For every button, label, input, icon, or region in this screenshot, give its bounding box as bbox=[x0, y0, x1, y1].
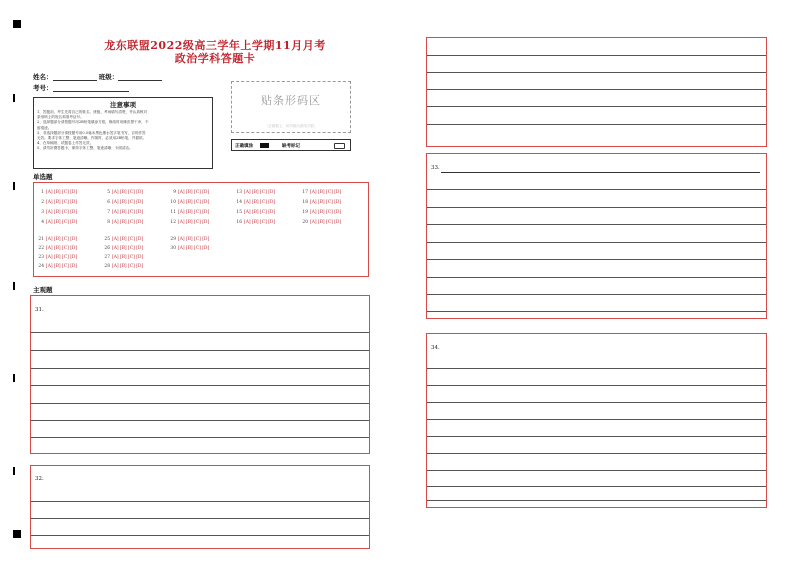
answer-line bbox=[427, 294, 766, 295]
notice-box bbox=[33, 97, 213, 169]
answer-line bbox=[427, 207, 766, 208]
mcq-question[interactable]: 14 [A] [B] [C] [D] bbox=[236, 200, 276, 205]
notice-title: 注意事项 bbox=[110, 101, 136, 109]
answer-line bbox=[427, 385, 766, 386]
mcq-question[interactable]: 27 [A] [B] [C] [D] bbox=[104, 255, 144, 260]
exam-no-row bbox=[33, 83, 129, 92]
answer-line bbox=[427, 486, 766, 487]
answer-line bbox=[427, 89, 766, 90]
answer-line bbox=[427, 106, 766, 107]
mcq-question[interactable]: 22 [A] [B] [C] [D] bbox=[38, 246, 78, 251]
edge-marker bbox=[13, 182, 15, 190]
answer-line bbox=[427, 436, 766, 437]
answer-box-continuation[interactable] bbox=[426, 37, 767, 147]
mcq-question[interactable]: 8 [A] [B] [C] [D] bbox=[107, 220, 144, 225]
answer-line bbox=[427, 259, 766, 260]
exam-no-field[interactable] bbox=[53, 84, 129, 92]
edge-marker bbox=[13, 282, 15, 290]
edge-marker bbox=[13, 374, 15, 382]
mcq-question[interactable]: 28 [A] [B] [C] [D] bbox=[104, 264, 144, 269]
answer-line bbox=[31, 437, 369, 438]
answer-line bbox=[427, 124, 766, 125]
mcq-question[interactable]: 21 [A] [B] [C] [D] bbox=[38, 237, 78, 242]
mcq-question[interactable]: 30 [A] [B] [C] [D] bbox=[170, 246, 210, 251]
mcq-question[interactable]: 26 [A] [B] [C] [D] bbox=[104, 246, 144, 251]
answer-line bbox=[31, 368, 369, 369]
question-number: 33. bbox=[431, 165, 440, 171]
answer-line bbox=[427, 402, 766, 403]
mcq-question[interactable]: 29 [A] [B] [C] [D] bbox=[170, 237, 210, 242]
question-underline bbox=[441, 172, 760, 173]
mcq-question[interactable]: 9 [A] [B] [C] [D] bbox=[173, 190, 210, 195]
mcq-question[interactable]: 15 [A] [B] [C] [D] bbox=[236, 210, 276, 215]
mcq-question[interactable]: 11 [A] [B] [C] [D] bbox=[170, 210, 210, 215]
mcq-question[interactable]: 19 [A] [B] [C] [D] bbox=[302, 210, 342, 215]
fill-legend bbox=[231, 139, 351, 151]
answer-box-34[interactable] bbox=[426, 333, 767, 508]
question-number: 31. bbox=[35, 307, 44, 313]
absent-mark-label: 缺考标记 bbox=[282, 144, 300, 149]
notice-item: 3、非选择题部分请按题号用0.5毫米黑色墨水签字笔书写，否则作答 bbox=[37, 130, 146, 135]
mcq-question[interactable]: 7 [A] [B] [C] [D] bbox=[107, 210, 144, 215]
mcq-question[interactable]: 6 [A] [B] [C] [D] bbox=[107, 200, 144, 205]
answer-box-33[interactable] bbox=[426, 153, 767, 319]
edge-marker bbox=[13, 94, 15, 102]
subjective-section-label: 主观题 bbox=[33, 286, 53, 294]
answer-line bbox=[427, 500, 766, 501]
mcq-question[interactable]: 20 [A] [B] [C] [D] bbox=[302, 220, 342, 225]
class-label: 班级： bbox=[98, 73, 119, 81]
mcq-question[interactable]: 4 [A] [B] [C] [D] bbox=[41, 220, 78, 225]
answer-line bbox=[427, 453, 766, 454]
notice-item: 1、答题前，考生先将自己的姓名、班级、考场填写清楚，并认真核对 bbox=[37, 110, 148, 114]
answer-line bbox=[31, 518, 369, 519]
answer-line bbox=[31, 535, 369, 536]
notice-item: 5、请勿折叠答题卡，保持字体工整、笔迹清晰、卡面清洁。 bbox=[37, 146, 133, 151]
answer-line bbox=[427, 311, 766, 312]
absent-mark-box[interactable] bbox=[334, 143, 345, 149]
name-field[interactable] bbox=[53, 73, 97, 81]
mcq-question[interactable]: 13 [A] [B] [C] [D] bbox=[236, 190, 276, 195]
name-label: 姓名： bbox=[33, 73, 53, 81]
corner-marker-bottom-left bbox=[13, 530, 21, 538]
edge-marker bbox=[13, 467, 15, 475]
mcq-question[interactable]: 17 [A] [B] [C] [D] bbox=[302, 190, 342, 195]
answer-line bbox=[427, 470, 766, 471]
corner-marker-top-left bbox=[13, 20, 21, 28]
exam-no-label: 考号： bbox=[33, 84, 53, 92]
answer-line bbox=[427, 55, 766, 56]
mcq-question[interactable]: 2 [A] [B] [C] [D] bbox=[41, 200, 78, 205]
answer-box-32[interactable] bbox=[30, 465, 370, 549]
mcq-grid bbox=[33, 182, 369, 277]
notice-item: 2、选择题部分请按题号用2B铅笔填涂方框，修改时用橡皮擦干净，不 bbox=[37, 120, 149, 125]
mcq-question[interactable]: 25 [A] [B] [C] [D] bbox=[104, 237, 144, 242]
mcq-question[interactable]: 5 [A] [B] [C] [D] bbox=[107, 190, 144, 195]
mcq-question[interactable]: 18 [A] [B] [C] [D] bbox=[302, 200, 342, 205]
notice-item: 条形码上的姓名和准考证号。 bbox=[37, 115, 84, 120]
question-number: 32. bbox=[35, 476, 44, 482]
mcq-question[interactable]: 10 [A] [B] [C] [D] bbox=[170, 200, 210, 205]
mcq-question[interactable]: 1 [A] [B] [C] [D] bbox=[41, 190, 78, 195]
barcode-sublabel: （正面朝上，切勿贴出虚线方框） bbox=[264, 124, 318, 128]
answer-line bbox=[31, 501, 369, 502]
answer-line bbox=[427, 189, 766, 190]
mcq-section-label: 单选题 bbox=[33, 173, 53, 181]
answer-line bbox=[427, 72, 766, 73]
mcq-question[interactable]: 24 [A] [B] [C] [D] bbox=[38, 264, 78, 269]
answer-line bbox=[31, 350, 369, 351]
answer-line bbox=[31, 420, 369, 421]
answer-line bbox=[427, 419, 766, 420]
mcq-question[interactable]: 16 [A] [B] [C] [D] bbox=[236, 220, 276, 225]
correct-fill-label: 正确填涂 bbox=[235, 144, 253, 149]
notice-item: 留痕迹。 bbox=[37, 125, 52, 130]
answer-line bbox=[31, 403, 369, 404]
answer-line bbox=[427, 224, 766, 225]
notice-item: 无效。要求字体工整、笔迹清晰。作图时，必须用2B铅笔，并描浓。 bbox=[37, 136, 147, 141]
notice-item: 4、在草稿纸、试题卷上作答无效。 bbox=[37, 141, 94, 146]
answer-line bbox=[31, 385, 369, 386]
answer-line bbox=[427, 242, 766, 243]
page-subtitle: 政治学科答题卡 bbox=[174, 52, 256, 65]
mcq-question[interactable]: 12 [A] [B] [C] [D] bbox=[170, 220, 210, 225]
answer-line bbox=[427, 368, 766, 369]
mcq-question[interactable]: 23 [A] [B] [C] [D] bbox=[38, 255, 78, 260]
barcode-label: 贴条形码区 bbox=[261, 94, 321, 107]
mcq-question[interactable]: 3 [A] [B] [C] [D] bbox=[41, 210, 78, 215]
class-field[interactable] bbox=[118, 73, 162, 81]
name-class-row bbox=[33, 72, 162, 81]
answer-line bbox=[31, 332, 369, 333]
page-title: 龙东联盟2022级高三学年上学期11月月考 bbox=[104, 39, 326, 52]
answer-line bbox=[427, 277, 766, 278]
question-number: 34. bbox=[431, 345, 440, 351]
notice-items bbox=[34, 110, 212, 152]
filled-box-icon bbox=[260, 143, 269, 148]
barcode-area bbox=[231, 81, 351, 133]
answer-box-31[interactable] bbox=[30, 295, 370, 454]
